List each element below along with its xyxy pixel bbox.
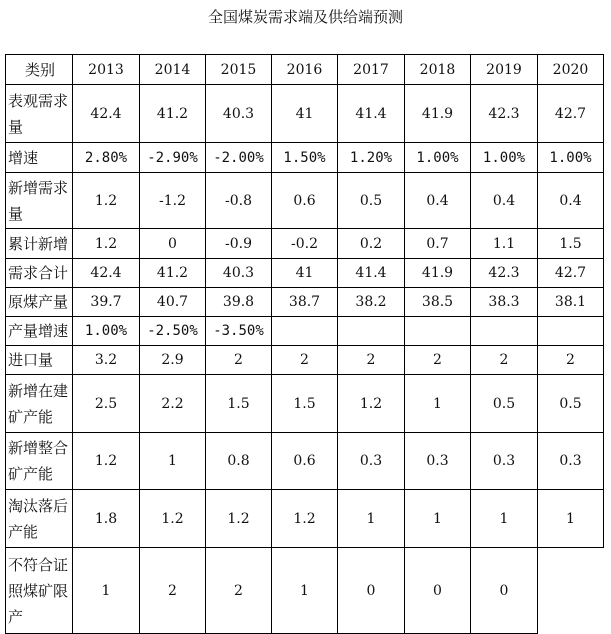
table-cell: 1.00% <box>471 143 538 173</box>
table-cell: -2.00% <box>206 143 272 173</box>
table-cell: -0.9 <box>206 229 272 259</box>
row-label: 表观需求量 <box>6 85 73 143</box>
table-cell: 1.5 <box>538 229 604 259</box>
table-cell: 0.5 <box>538 375 604 433</box>
table-row <box>6 288 604 317</box>
table-cell: 2.80% <box>73 143 140 173</box>
table-cell: 1.5 <box>206 375 272 433</box>
table-cell: 0.2 <box>338 229 405 259</box>
table-cell: 1.2 <box>73 229 140 259</box>
header-year: 2013 <box>73 55 140 85</box>
table-row <box>6 229 604 259</box>
row-label: 累计新增 <box>6 229 73 259</box>
header-row <box>6 55 604 85</box>
table-cell: 1 <box>405 490 471 548</box>
table-cell: 0.3 <box>405 433 471 490</box>
table-cell: 42.7 <box>538 259 604 288</box>
table-cell: 41.9 <box>405 85 471 143</box>
table-cell: 0 <box>405 548 471 634</box>
table-cell: -0.2 <box>272 229 338 259</box>
table-cell: 0.3 <box>338 433 405 490</box>
header-year: 2014 <box>140 55 206 85</box>
row-label: 需求合计 <box>6 259 73 288</box>
table-cell: 1 <box>405 375 471 433</box>
table-title: 全国煤炭需求端及供给端预测 <box>207 8 403 26</box>
table-cell: 41 <box>272 85 338 143</box>
table-cell: 40.3 <box>206 259 272 288</box>
table-cell: 38.3 <box>471 288 538 317</box>
header-year: 2016 <box>272 55 338 85</box>
table-row <box>6 317 604 346</box>
table-cell: 42.4 <box>73 259 140 288</box>
table-cell: 38.2 <box>338 288 405 317</box>
table-cell: 1.20% <box>338 143 405 173</box>
table-cell: 2 <box>272 346 338 375</box>
table-cell: 1 <box>471 490 538 548</box>
table-cell: 1.00% <box>538 143 604 173</box>
table-cell: 1.2 <box>338 375 405 433</box>
table-cell: 0.3 <box>538 433 604 490</box>
row-label: 增速 <box>6 143 73 173</box>
table-cell: 0.8 <box>206 433 272 490</box>
table-cell: 0 <box>471 548 538 634</box>
header-year: 2019 <box>471 55 538 85</box>
table-cell: 1.2 <box>206 490 272 548</box>
table-cell: 2 <box>338 346 405 375</box>
table-cell: 0.6 <box>272 173 338 229</box>
table-cell: 2 <box>206 346 272 375</box>
table-cell: 1.2 <box>73 433 140 490</box>
table-cell: 41.2 <box>140 85 206 143</box>
table-cell: -0.8 <box>206 173 272 229</box>
table-cell: 1.2 <box>73 173 140 229</box>
table-cell: 39.7 <box>73 288 140 317</box>
table-cell: 1.8 <box>73 490 140 548</box>
table-cell: 0.4 <box>405 173 471 229</box>
table-cell: 2.5 <box>73 375 140 433</box>
table-cell: 0.4 <box>538 173 604 229</box>
header-category: 类别 <box>6 55 73 85</box>
table-cell <box>471 317 538 346</box>
table-cell <box>538 317 604 346</box>
table-cell: 38.7 <box>272 288 338 317</box>
row-label: 产量增速 <box>6 317 73 346</box>
table-cell: 0.7 <box>405 229 471 259</box>
row-label: 不符合证照煤矿限产 <box>6 548 73 634</box>
table-cell: 40.7 <box>140 288 206 317</box>
table-cell: 41 <box>272 259 338 288</box>
row-label: 新增需求量 <box>6 173 73 229</box>
row-label: 新增在建矿产能 <box>6 375 73 433</box>
table-row <box>6 433 604 490</box>
table-cell: 0.5 <box>471 375 538 433</box>
table-cell: 1.00% <box>73 317 140 346</box>
table-cell <box>338 317 405 346</box>
table-cell: 2 <box>538 346 604 375</box>
table-row <box>6 85 604 143</box>
table-cell: 1.2 <box>272 490 338 548</box>
table-cell: 42.7 <box>538 85 604 143</box>
table-row <box>6 375 604 433</box>
forecast-table <box>5 54 604 634</box>
table-cell: 0 <box>140 229 206 259</box>
header-year: 2015 <box>206 55 272 85</box>
table-cell: -3.50% <box>206 317 272 346</box>
table-cell: 0.5 <box>338 173 405 229</box>
table-row <box>6 143 604 173</box>
table-cell: 2 <box>140 548 206 634</box>
table-cell: 1.5 <box>272 375 338 433</box>
header-year: 2018 <box>405 55 471 85</box>
table-cell: -1.2 <box>140 173 206 229</box>
table-cell: 42.3 <box>471 259 538 288</box>
table-row <box>6 259 604 288</box>
row-label: 进口量 <box>6 346 73 375</box>
table-cell: 2 <box>405 346 471 375</box>
table-cell <box>272 317 338 346</box>
table-cell: 2 <box>206 548 272 634</box>
table-cell: 2.9 <box>140 346 206 375</box>
table-row <box>6 548 604 634</box>
row-label: 淘汰落后产能 <box>6 490 73 548</box>
table-cell: 0.4 <box>471 173 538 229</box>
table-cell: 39.8 <box>206 288 272 317</box>
table-cell: 1 <box>338 490 405 548</box>
row-label: 原煤产量 <box>6 288 73 317</box>
table-cell: 1.1 <box>471 229 538 259</box>
table-cell: 0.3 <box>471 433 538 490</box>
table-cell <box>538 548 604 634</box>
table-cell: 38.5 <box>405 288 471 317</box>
table-row <box>6 490 604 548</box>
table-row <box>6 173 604 229</box>
header-year: 2020 <box>538 55 604 85</box>
table-cell: 3.2 <box>73 346 140 375</box>
table-cell: 0.6 <box>272 433 338 490</box>
header-year: 2017 <box>338 55 405 85</box>
table-cell <box>405 317 471 346</box>
table-cell: 2 <box>471 346 538 375</box>
table-cell: 1 <box>140 433 206 490</box>
table-cell: 1 <box>538 490 604 548</box>
table-cell: 1.00% <box>405 143 471 173</box>
table-cell: 1.50% <box>272 143 338 173</box>
table-cell: 1 <box>73 548 140 634</box>
table-cell: 41.2 <box>140 259 206 288</box>
table-cell: 38.1 <box>538 288 604 317</box>
table-cell: 42.4 <box>73 85 140 143</box>
table-cell: 42.3 <box>471 85 538 143</box>
table-cell: -2.50% <box>140 317 206 346</box>
table-cell: 41.9 <box>405 259 471 288</box>
table-cell: 0 <box>338 548 405 634</box>
table-cell: 41.4 <box>338 259 405 288</box>
row-label: 新增整合矿产能 <box>6 433 73 490</box>
table-cell: 41.4 <box>338 85 405 143</box>
table-cell: 1.2 <box>140 490 206 548</box>
table-cell: 40.3 <box>206 85 272 143</box>
table-cell: 2.2 <box>140 375 206 433</box>
table-cell: 1 <box>272 548 338 634</box>
table-cell: -2.90% <box>140 143 206 173</box>
table-row <box>6 346 604 375</box>
